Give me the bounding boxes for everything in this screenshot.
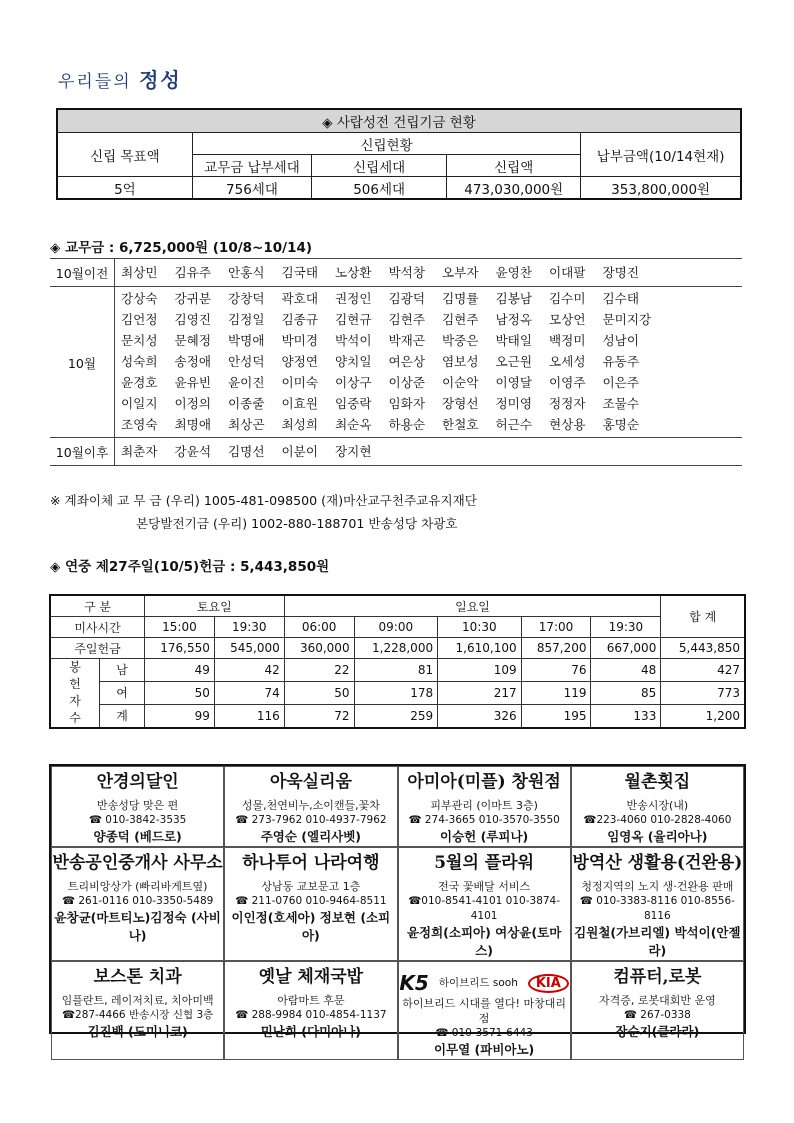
member-name: 김유주: [174, 264, 211, 280]
ad-phone: ☎ 211-0760 010-9464-8511: [235, 895, 387, 907]
ad-card: [224, 847, 397, 961]
count-value: 50: [145, 681, 215, 704]
member-name: 권정인: [335, 291, 372, 306]
member-name: 안홍식: [228, 264, 265, 280]
count-value: 49: [145, 659, 215, 682]
account-line-1: ※ 계좌이체 교 무 금 (우리) 1005-481-098500 (재)마산교구천주교유지재단: [50, 493, 477, 508]
k5-sub: 하이브리드 sooh: [438, 976, 518, 989]
ad-phone: ☎ 010-3383-8116 010-8556-8116: [579, 895, 735, 922]
ad-desc: 임플란트, 레이저치료, 치아미백: [61, 994, 214, 1007]
ad-desc: 성물,천연비누,소이캔들,꽃차: [241, 799, 380, 812]
ad-desc: 피부관리 (이마트 3층): [430, 799, 538, 812]
member-name: 조영숙: [121, 417, 158, 432]
member-name: 오근원: [495, 354, 532, 369]
gyomu-heading: ◈ 교무금 : 6,725,000원 (10/8~10/14): [50, 240, 313, 256]
ad-phone: ☎ 267-0338: [623, 1009, 691, 1021]
ad-name: 보스톤 치과: [93, 967, 182, 987]
member-name: 한철호: [442, 417, 479, 432]
count-value: 116: [214, 704, 284, 728]
ad-owner: 윤창균(마트티노)김정숙 (사비나): [54, 910, 221, 943]
ad-owner: 양종덕 (베드로): [93, 829, 182, 844]
count-value: 85: [591, 681, 661, 704]
member-name: 이일지: [121, 396, 158, 411]
member-name: 이상구: [335, 375, 372, 390]
member-name: 이대팔: [549, 264, 586, 280]
ad-desc: 아람마트 후문: [277, 994, 345, 1007]
ad-name: 아욱실리움: [269, 772, 352, 792]
fund-status-header: 신립현황: [192, 133, 580, 155]
count-value: 74: [214, 681, 284, 704]
count-value: 195: [521, 704, 591, 728]
ad-owner: 이무열 (파비아노): [433, 1042, 535, 1057]
member-name: 김광덕: [388, 291, 425, 306]
count-value: 72: [284, 704, 354, 728]
mass-time: 09:00: [354, 617, 438, 638]
member-name: 염보성: [442, 354, 479, 369]
col-header: 합 계: [661, 595, 745, 638]
member-name: 박석창: [388, 264, 425, 280]
row-label: 남: [100, 659, 145, 682]
member-name: 김영진: [174, 312, 211, 327]
member-name: 안성덕: [228, 354, 265, 369]
count-value: 773: [661, 681, 745, 704]
member-name: 모상언: [549, 312, 586, 327]
member-name: 이은주: [602, 375, 639, 390]
member-name: 김봉남: [495, 291, 532, 306]
member-name: 김국태: [281, 264, 318, 280]
member-name: 최상곤: [228, 417, 265, 432]
count-value: 109: [438, 659, 522, 682]
col-header: 일요일: [284, 595, 661, 617]
ad-grid: [49, 764, 746, 1057]
member-name: 장지현: [335, 443, 372, 459]
ad-card: [51, 766, 224, 847]
cash-value: 857,200: [521, 638, 591, 659]
ad-name: 하나투어 나라여행: [242, 853, 380, 873]
count-value: 50: [284, 681, 354, 704]
ad-owner: 이인정(호세아) 정보현 (소피아): [231, 910, 391, 943]
member-name: 박미경: [281, 333, 318, 348]
member-name: 장형선: [442, 396, 479, 411]
mass-time: 10:30: [438, 617, 522, 638]
building-fund-table: [56, 108, 742, 200]
ad-phone: ☎010-8541-4101 010-3874-4101: [408, 895, 561, 922]
ad-phone: ☎ 010-3842-3535: [88, 814, 187, 826]
ad-owner: 이승헌 (루피나): [440, 829, 529, 844]
member-name: 김언정: [121, 312, 158, 327]
k5-logo: K5: [399, 970, 429, 995]
member-name: 김종규: [281, 312, 318, 327]
count-value: 326: [438, 704, 522, 728]
fund-table-title: ◈ 사랍성전 건립기금 현황: [57, 109, 741, 133]
member-name: 남정옥: [495, 312, 532, 327]
mass-time: 15:00: [145, 617, 215, 638]
mass-time: 17:00: [521, 617, 591, 638]
member-name: 최상민: [121, 264, 158, 280]
ad-card: [571, 961, 744, 1060]
ad-card: [51, 961, 224, 1060]
member-name: 문혜정: [174, 333, 211, 348]
member-name: 이순악: [442, 375, 479, 390]
member-name: 임화자: [388, 396, 425, 411]
member-name: 최성희: [281, 417, 318, 432]
ad-desc: 반송성당 맞은 편: [96, 799, 179, 812]
member-name: 장명진: [602, 264, 639, 280]
fund-value: 353,800,000원: [581, 177, 741, 200]
row-label: 주일헌금: [50, 638, 145, 659]
member-name: 박명애: [228, 333, 265, 348]
count-value: 76: [521, 659, 591, 682]
ad-name: 방역산 생활용(건완용): [572, 853, 743, 873]
ad-desc: 하이브리드 시대를 열다! 마창대리점: [402, 997, 566, 1025]
member-name: 양정연: [281, 354, 318, 369]
cash-value: 176,550: [145, 638, 215, 659]
fund-value: 473,030,000원: [447, 177, 581, 200]
member-name: 이종줄: [228, 396, 265, 411]
ad-phone: ☎287-4466 반송시장 신협 3층: [61, 1009, 214, 1021]
page-title: 우리들의 정성: [58, 68, 182, 92]
ad-desc: 트리비앙상가 (빠리바게트옆): [67, 880, 208, 893]
account-line-2: 본당발전기금 (우리) 1002-880-188701 반송성당 차광호: [136, 516, 458, 531]
ad-desc: 자격증, 로봇대회반 운영: [599, 994, 716, 1007]
mass-time: 19:30: [591, 617, 661, 638]
count-value: 48: [591, 659, 661, 682]
count-value: 81: [354, 659, 438, 682]
member-name: 김명선: [228, 443, 265, 459]
cash-value: 1,228,000: [354, 638, 438, 659]
count-value: 22: [284, 659, 354, 682]
name-list: [121, 265, 742, 281]
ad-phone: ☎ 273-7962 010-4937-7962: [235, 814, 387, 826]
name-list: [121, 444, 742, 460]
member-name: 강상숙: [121, 291, 158, 306]
count-value: 178: [354, 681, 438, 704]
member-name: 이분이: [281, 443, 318, 459]
table-row: [50, 438, 742, 466]
ad-card: [571, 847, 744, 961]
fund-value: 756세대: [192, 177, 311, 200]
ad-name: 컴퓨터,로봇: [613, 967, 702, 987]
fund-value: 5억: [57, 177, 192, 200]
ad-phone: ☎223-4060 010-2828-4060: [583, 814, 732, 826]
ad-owner: 김진백 (도미니코): [87, 1024, 188, 1039]
col-header: 구 분: [50, 595, 145, 617]
count-value: 1,200: [661, 704, 745, 728]
count-value: 217: [438, 681, 522, 704]
member-name: 강창덕: [228, 291, 265, 306]
member-name: 박중은: [442, 333, 479, 348]
count-value: 427: [661, 659, 745, 682]
ad-name: 5월의 플라워: [434, 853, 535, 873]
member-name: 강귀분: [174, 291, 211, 306]
mass-time: 19:30: [214, 617, 284, 638]
ad-desc: 반송시장(내): [626, 799, 689, 812]
ad-desc: 상남동 교보문고 1층: [261, 880, 361, 893]
count-value: 99: [145, 704, 215, 728]
count-value: 42: [214, 659, 284, 682]
ad-card: [398, 961, 571, 1060]
ad-owner: 장순지(클라라): [615, 1024, 700, 1039]
ad-card: [224, 766, 397, 847]
member-name: 김현규: [335, 312, 372, 327]
col-header: 토요일: [145, 595, 285, 617]
kia-logo: KIA: [528, 974, 569, 993]
mass-time: 06:00: [284, 617, 354, 638]
fund-sub-header: 교무금 납부세대: [192, 155, 311, 177]
member-name: 김현주: [442, 312, 479, 327]
gyomu-table: [50, 258, 742, 466]
row-label: 봉 헌 자 수: [50, 659, 100, 729]
count-value: 119: [521, 681, 591, 704]
member-name: 임중락: [335, 396, 372, 411]
ad-card: [398, 766, 571, 847]
ad-logo: [399, 970, 570, 996]
member-name: 홍명순: [602, 417, 639, 432]
member-name: 윤경호: [121, 375, 158, 390]
ad-name: 반송공인중개사 사무소: [52, 853, 223, 873]
member-name: 박태일: [495, 333, 532, 348]
row-label: 10월이후: [50, 438, 115, 466]
ad-card: [571, 766, 744, 847]
member-name: 허근수: [495, 417, 532, 432]
member-name: 오세성: [549, 354, 586, 369]
member-name: 박재곤: [388, 333, 425, 348]
member-name: 노상환: [335, 264, 372, 280]
member-name: 김명률: [442, 291, 479, 306]
ad-name: 아미아(미플) 창원점: [407, 772, 561, 792]
member-name: 윤영찬: [495, 264, 532, 280]
member-name: 이미숙: [281, 375, 318, 390]
member-name: 박석이: [335, 333, 372, 348]
row-label: 계: [100, 704, 145, 728]
row-label: 10월이전: [50, 259, 115, 287]
member-name: 조물수: [602, 396, 639, 411]
ad-phone: ☎ 274-3665 010-3570-3550: [408, 814, 560, 826]
row-label: 미사시간: [50, 617, 145, 638]
member-name: 유동주: [602, 354, 639, 369]
cash-value: 545,000: [214, 638, 284, 659]
fund-sub-header: 신립액: [447, 155, 581, 177]
member-name: 김수미: [549, 291, 586, 306]
ad-name: 옛날 체재국밥: [258, 967, 364, 987]
ad-desc: 청정지역의 노지 생·건완용 판매: [581, 880, 734, 893]
member-name: 성숙희: [121, 354, 158, 369]
member-name: 김수태: [602, 291, 639, 306]
ad-phone: ☎ 261-0116 010-3350-5489: [61, 895, 214, 907]
member-name: 문치성: [121, 333, 158, 348]
cash-value: 1,610,100: [438, 638, 522, 659]
member-name: 백정미: [549, 333, 586, 348]
ad-card: [51, 847, 224, 961]
ad-card: [224, 961, 397, 1060]
ad-card: [398, 847, 571, 961]
cash-value: 360,000: [284, 638, 354, 659]
member-name: 여은상: [388, 354, 425, 369]
table-row: [50, 259, 742, 287]
member-name: 최명애: [174, 417, 211, 432]
cash-value: 5,443,850: [661, 638, 745, 659]
count-value: 133: [591, 704, 661, 728]
ad-owner: 임영옥 (율리아나): [607, 829, 708, 844]
table-row: [50, 287, 742, 438]
ad-desc: 전국 꽃배달 서비스: [438, 880, 531, 893]
member-name: 이영주: [549, 375, 586, 390]
member-name: 최순옥: [335, 417, 372, 432]
member-name: 이영달: [495, 375, 532, 390]
member-name: 성남이: [602, 333, 639, 348]
ad-name: 월촌횟집: [624, 772, 691, 792]
member-name: 정정자: [549, 396, 586, 411]
member-name: 문미지강: [602, 312, 652, 327]
ad-owner: 주영순 (엘리사벳): [260, 829, 362, 844]
member-name: 최춘자: [121, 443, 158, 459]
member-name: 송정애: [174, 354, 211, 369]
member-name: 강윤석: [174, 443, 211, 459]
ad-owner: 민난희 (다미아나): [260, 1024, 362, 1039]
name-list: [121, 291, 742, 433]
member-name: 이정의: [174, 396, 211, 411]
offering-heading: ◈ 연중 제27주일(10/5)헌금 : 5,443,850원: [50, 559, 330, 575]
offering-table: [49, 594, 746, 729]
member-name: 양치일: [335, 354, 372, 369]
ad-owner: 김원철(가브리엘) 박석이(안젤라): [574, 925, 741, 958]
count-value: 259: [354, 704, 438, 728]
member-name: 김현주: [388, 312, 425, 327]
member-name: 오부자: [442, 264, 479, 280]
member-name: 하용순: [388, 417, 425, 432]
fund-value: 506세대: [312, 177, 447, 200]
fund-sub-header: 신립세대: [312, 155, 447, 177]
fund-paid-header: 납부금액(10/14현재): [581, 133, 741, 177]
ad-phone: ☎ 010-3571-6443: [435, 1027, 533, 1039]
member-name: 윤유빈: [174, 375, 211, 390]
member-name: 현상용: [549, 417, 586, 432]
member-name: 정미영: [495, 396, 532, 411]
member-name: 김정일: [228, 312, 265, 327]
member-name: 윤이진: [228, 375, 265, 390]
row-label: 여: [100, 681, 145, 704]
ad-name: 안경의달인: [96, 772, 179, 792]
member-name: 이효원: [281, 396, 318, 411]
member-name: 곽호대: [281, 291, 318, 306]
ad-owner: 윤정희(소피아) 여상윤(토마스): [406, 925, 562, 958]
row-label: 10월: [50, 287, 115, 438]
member-name: 이상준: [388, 375, 425, 390]
cash-value: 667,000: [591, 638, 661, 659]
fund-target-header: 신립 목표액: [57, 133, 192, 177]
ad-phone: ☎ 288-9984 010-4854-1137: [235, 1009, 387, 1021]
